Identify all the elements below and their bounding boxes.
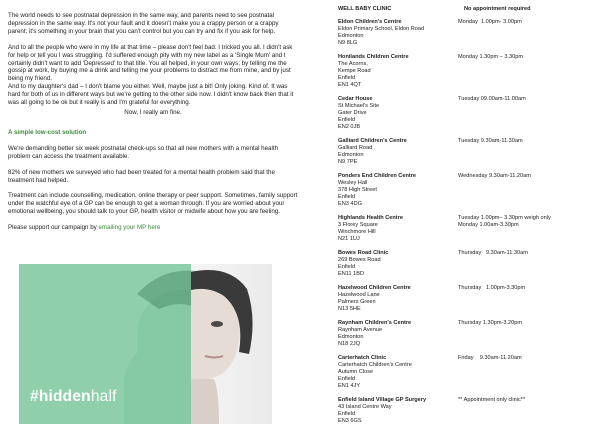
address-line: Edmonton [338, 33, 364, 39]
clinic-name: Honilands Children Centre [338, 54, 409, 60]
clinic-times [458, 173, 596, 208]
address-line: EN3 4DG [338, 201, 362, 207]
paragraph: And to my daughter's dad – I don't blame you either. Well, maybe just a bit! Only joking. Kind of. It was hard for both of us in different ways but we're getting to the other side now. I didn't know back then that it was all going to be ok but it really is and I'm grateful for everything. [8, 83, 294, 107]
clinic-name: Enfield Island Village GP Surgery [338, 397, 427, 403]
clinic-times [458, 215, 596, 243]
clinic-times [458, 397, 596, 425]
address-line: EN1 4JY [338, 383, 361, 389]
clinic-entry [338, 250, 596, 278]
clinic-time: Monday 1.00pm- 3.00pm [458, 19, 522, 25]
clinic-address [338, 285, 458, 313]
hidden-half-campaign-image [19, 264, 272, 424]
section-heading: A simple low-cost solution [8, 128, 87, 136]
clinic-times [458, 96, 596, 131]
clinic-times [458, 285, 596, 313]
clinic-name: Cedar House [338, 96, 373, 102]
address-line: Enfield [338, 376, 356, 382]
clinic-times [458, 138, 596, 166]
address-line: 43 Island Centre Way [338, 404, 392, 410]
clinic-name: Hazelwood Children Centre [338, 285, 411, 291]
clinic-address [338, 54, 458, 89]
clinic-name: Galliard Children's Centre [338, 138, 407, 144]
address-line: N9 8LG [338, 40, 358, 46]
address-line: Wesley Hall [338, 180, 368, 186]
address-line: Palmers Green [338, 299, 376, 305]
address-line: N18 2JQ [338, 341, 361, 347]
clinic-time: Thursday 9.30am-11.30am [458, 250, 528, 256]
address-line: Autumn Close [338, 369, 374, 375]
paragraph: The world needs to see postnatal depression in the same way, and parents need to see postnatal depression in the same way. It's not your fault and it doesn't make you a crappy person or a crappy parent; it's something in your brain that you can't control but you can try and fix if you ask for help. [8, 12, 279, 35]
paragraph: We're demanding better six week postnatal check-ups so that all new mothers with a mental health problem can access the treatment available. [8, 144, 279, 160]
clinic-entry [338, 215, 596, 243]
clinic-entry [338, 19, 596, 47]
clinic-entry [338, 320, 596, 348]
no-appointment-note: No appointment required [464, 6, 531, 12]
address-line: Winchmore Hill [338, 229, 376, 235]
clinic-header [338, 6, 596, 13]
paragraph: 82% of new mothers we surveyed who had been treated for a mental health problem said that the treatment had helped. [8, 168, 275, 184]
address-line: Enfield [338, 264, 356, 270]
address-line: N9 7PE [338, 159, 358, 165]
address-line: EN11 1BD [338, 271, 365, 277]
address-line: Eldon Primary School, Eldon Road [338, 26, 425, 32]
clinic-address [338, 96, 458, 131]
clinic-time: Thursday 1.00pm-3.30pm [458, 285, 526, 291]
address-line: Enfield [338, 75, 356, 81]
clinic-address [338, 397, 458, 425]
address-line: 3 Florey Square [338, 222, 378, 228]
address-line: N21 1UJ [338, 236, 360, 242]
paragraph: Treatment can include counselling, medication, online therapy or peer support. Sometimes, family support under the watchful eye of a GP can be enough to get a woman through. If you are worried about your emotional wellbeing, you should talk to your GP, health visitor or midwife about how you are feeling. [8, 192, 298, 216]
address-line: Hazelwood Lane [338, 292, 380, 298]
clinic-entry [338, 96, 596, 131]
address-line: Edmonton [338, 152, 364, 158]
clinic-address [338, 173, 458, 208]
address-line: EN1 4QT [338, 82, 362, 88]
address-line: Galliard Road [338, 145, 373, 151]
clinic-entry [338, 138, 596, 166]
article-column [8, 12, 298, 240]
address-line: Edmonton [338, 334, 364, 340]
clinic-entry [338, 173, 596, 208]
clinic-times [458, 19, 596, 47]
clinic-name: Bowes Road Clinic [338, 250, 389, 256]
clinic-name: Ponders End Children Centre [338, 173, 417, 179]
address-line: N13 5HE [338, 306, 361, 312]
clinic-address [338, 250, 458, 278]
clinic-time: Tuesday 9.30am-11.30am [458, 138, 523, 144]
clinic-address [338, 355, 458, 390]
clinic-entry [338, 355, 596, 390]
email-mp-link[interactable]: emailing your MP here [98, 224, 161, 232]
clinic-name: Highlands Health Centre [338, 215, 403, 221]
clinic-list [338, 19, 596, 425]
address-line: Enfield [338, 194, 356, 200]
hashtag-half: half [90, 388, 117, 405]
clinic-times [458, 54, 596, 89]
clinic-entry [338, 54, 596, 89]
clinic-times [458, 250, 596, 278]
clinic-entry [338, 397, 596, 425]
address-line: Kempe Road [338, 68, 371, 74]
clinic-time: Monday 1.00am-3.30pm [458, 222, 519, 228]
address-line: 269 Bowes Road [338, 257, 381, 263]
clinic-times [458, 320, 596, 348]
paragraph: And to all the people who were in my life at that time – please don't feel bad. I tricked you all. I didn't ask for help or tell you I was struggling. I'd suffered enough pity with my new label as a 'Single Mum' and I certainly didn't want to add 'Depressed' to that title. You all helped, in your own ways; by telling me the gossip at work, by buying me a drink and telling me your problems to distract me from mine, and by just being my friend. [8, 43, 293, 83]
address-line: EN3 6GS [338, 418, 362, 424]
clinic-entry [338, 285, 596, 313]
address-line: EN2 0JB [338, 124, 361, 130]
address-line: Enfield [338, 117, 356, 123]
address-line: Enfield [338, 411, 356, 417]
clinic-listing [338, 6, 596, 432]
support-prefix: Please support our campaign by [8, 224, 99, 232]
support-line [8, 224, 298, 232]
address-line: The Acorns, [338, 61, 368, 67]
clinic-time: Friday 9.30am-11.20am [458, 355, 522, 361]
clinic-time: Wednesday 9.30am-11.20am [458, 173, 531, 179]
clinic-name: Carterhatch Clinic [338, 355, 387, 361]
address-line: 378 High Street [338, 187, 377, 193]
closing-line: Now, I really am fine. [124, 108, 182, 116]
clinic-address [338, 19, 458, 47]
address-line: St Michael's Site [338, 103, 380, 109]
clinic-time: Tuesday 09.00am-11.00am [458, 96, 526, 102]
clinic-time: Thursday 1.30pm-3.20pm [458, 320, 523, 326]
clinic-time: ** Appointment only clinic** [458, 397, 526, 403]
address-line: Gater Drive [338, 110, 367, 116]
clinic-name: Raynham Children's Centre [338, 320, 412, 326]
well-baby-clinic-title: WELL BABY CLINIC [338, 6, 392, 12]
address-line: Raynham Avenue [338, 327, 383, 333]
clinic-time: Tuesday 1.00pm– 3.30pm weigh only [458, 215, 551, 221]
address-line: Carterhatch Children's Centre [338, 362, 412, 368]
clinic-address [338, 138, 458, 166]
clinic-times [458, 355, 596, 390]
hashtag-hidden-half [30, 388, 117, 406]
clinic-time: Monday 1.30pm – 3.30pm [458, 54, 523, 60]
clinic-address [338, 320, 458, 348]
clinic-address [338, 215, 458, 243]
clinic-name: Eldon Children's Centre [338, 19, 402, 25]
hashtag-hidden: #hidden [30, 388, 91, 405]
